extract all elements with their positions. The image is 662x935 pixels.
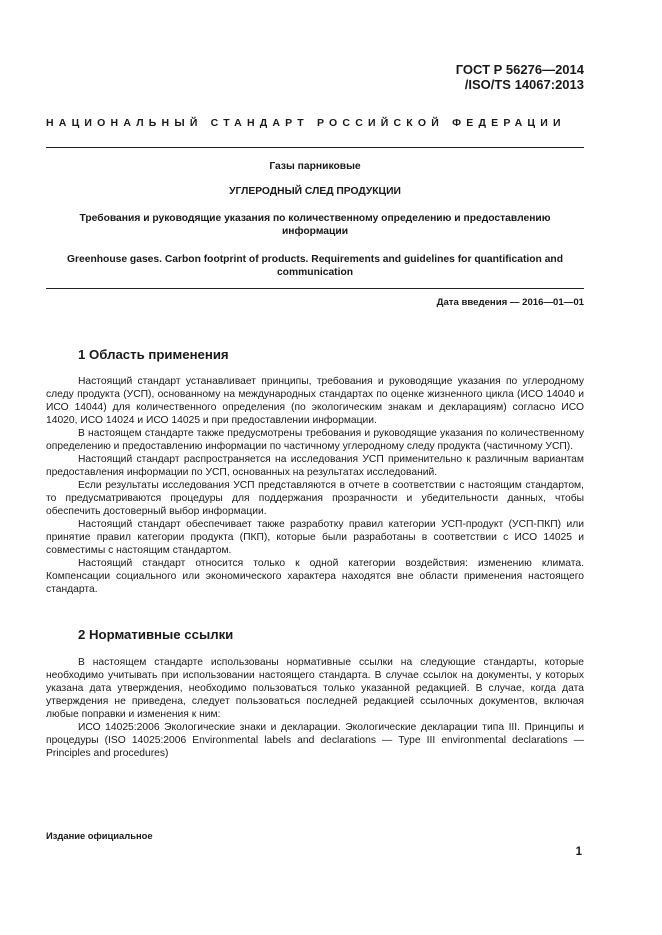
paragraph: В настоящем стандарте также предусмотрены требования и руководящие указания по количественному определению и предоставлению информации по частичному углеродному следу продукта (частичному УСП).: [46, 428, 584, 452]
paragraph: ИСО 14025:2006 Экологические знаки и декларации. Экологические декларации типа III. Принципы и процедуры (ISO 14025:2006 Environmental labels and declarations — Type III environmental declarations — Principles and procedures): [46, 722, 584, 759]
section-2-heading: 2 Нормативные ссылки: [78, 627, 234, 642]
gost-number: ГОСТ Р 56276—2014: [455, 62, 584, 77]
section-2-body: [46, 656, 584, 760]
title-group: Газы парниковые: [269, 161, 361, 172]
title-english: Greenhouse gases. Carbon footprint of products. Requirements and guidelines for quantification and communication: [66, 254, 563, 278]
title-main: УГЛЕРОДНЫЙ СЛЕД ПРОДУКЦИИ: [229, 186, 401, 197]
official-edition-label: Издание официальное: [46, 830, 153, 841]
iso-number: /ISO/TS 14067:2013: [464, 77, 584, 92]
paragraph: Настоящий стандарт относится только к одной категории воздействия: изменению климата. Компенсации социального или экономического характера находятся вне области применения настоящего стандарта.: [46, 558, 584, 595]
top-divider: [46, 147, 584, 148]
introduction-date: Дата введения — 2016—01—01: [436, 297, 584, 308]
paragraph: В настоящем стандарте использованы нормативные ссылки на следующие стандарты, которые необходимо учитывать при использовании настоящего стандарта. В случае ссылок на документы, у которых указана дата утверждения, необходимо пользоваться только указанной редакцией. В случае, когда дата утверждения не приведена, следует пользоваться последней редакцией ссылочных документов, включая любые поправки и изменения к ним:: [46, 657, 584, 720]
bottom-divider: [46, 288, 584, 289]
section-1-body: [46, 375, 584, 596]
national-standard-banner: НАЦИОНАЛЬНЫЙ СТАНДАРТ РОССИЙСКОЙ ФЕДЕРАЦИИ: [46, 117, 566, 129]
section-1-heading: 1 Область применения: [78, 347, 229, 362]
title-subtitle: Требования и руководящие указания по количественному определению и предоставлению информации: [79, 213, 551, 237]
paragraph: Если результаты исследования УСП представляются в отчете в соответствии с настоящим стандартом, то предусматриваются процедуры для поддержания прозрачности и убедительности данных, чтобы обеспечить достоверный выбор информации.: [46, 480, 584, 517]
page-number: 1: [575, 846, 582, 858]
paragraph: Настоящий стандарт распространяется на исследования УСП применительно к различным вариантам предоставления информации по УСП, основанных на результатах исследований.: [46, 454, 584, 478]
paragraph: Настоящий стандарт устанавливает принципы, требования и руководящие указания по углеродному следу продукта (УСП), основанному на международных стандартах по оценке жизненного цикла (ИСО 14040 и ИСО 14044) для количественного определения (по экологическим знакам и декларациям) согласно ИСО 14020, ИСО 14024 и ИСО 14025 и при предоставлении информации.: [46, 376, 584, 426]
standard-designation: [456, 62, 584, 92]
paragraph: Настоящий стандарт обеспечивает также разработку правил категории УСП-продукт (УСП-ПКП) или принятие правил категории продукта (ПКП), которые были разработаны в соответствии с ИСО 14025 и совместимы с настоящим стандартом.: [46, 519, 584, 556]
